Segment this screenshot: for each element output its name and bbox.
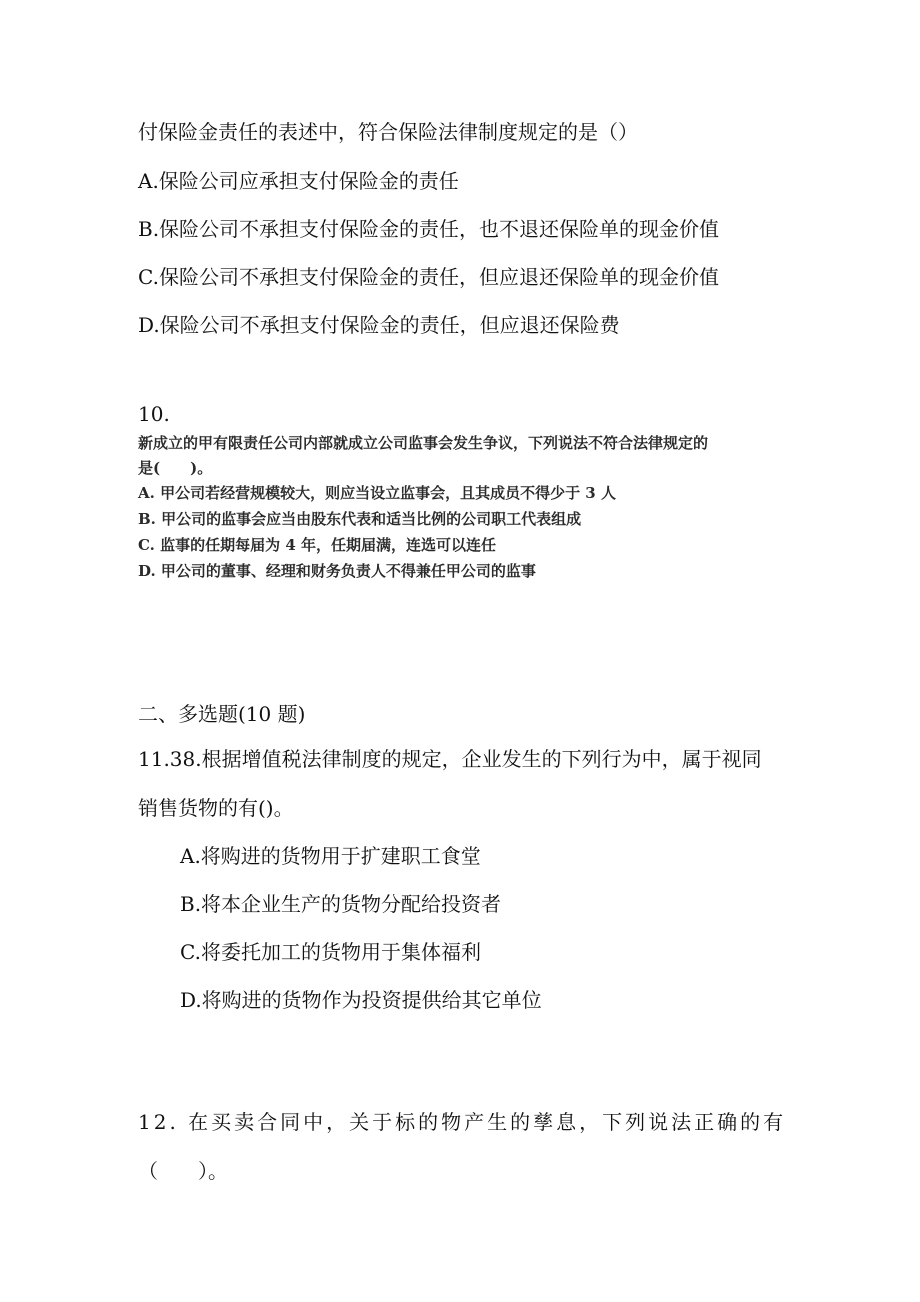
question-11-stem-line-2: 销售货物的有()。 xyxy=(138,796,294,820)
question-11-option-d: D.将购进的货物作为投资提供给其它单位 xyxy=(180,988,542,1012)
question-10-stem-line-2: 是( )。 xyxy=(138,459,213,477)
question-12-stem-line-1: 12. 在买卖合同中，关于标的物产生的孳息，下列说法正确的有 xyxy=(138,1110,787,1134)
question-10-option-c: C. 监事的任期每届为 4 年，任期届满，连选可以连任 xyxy=(138,536,497,554)
question-9-option-b: B.保险公司不承担支付保险金的责任，也不退还保险单的现金价值 xyxy=(138,217,720,241)
question-9-option-d: D.保险公司不承担支付保险金的责任，但应退还保险费 xyxy=(138,313,620,337)
question-11-option-c: C.将委托加工的货物用于集体福利 xyxy=(180,940,481,964)
question-9-option-a: A.保险公司应承担支付保险金的责任 xyxy=(138,169,459,193)
question-10-stem-line-1: 新成立的甲有限责任公司内部就成立公司监事会发生争议，下列说法不符合法律规定的 xyxy=(138,434,709,452)
question-9-option-c: C.保险公司不承担支付保险金的责任，但应退还保险单的现金价值 xyxy=(138,265,719,289)
section-heading: 二、多选题(10 题) xyxy=(138,702,306,726)
question-9-stem: 付保险金责任的表述中，符合保险法律制度规定的是（） xyxy=(138,120,638,144)
question-10-option-a: A. 甲公司若经营规模较大，则应当设立监事会，且其成员不得少于 3 人 xyxy=(138,484,616,502)
question-11-option-b: B.将本企业生产的货物分配给投资者 xyxy=(180,892,502,916)
question-10-option-d: D. 甲公司的董事、经理和财务负责人不得兼任甲公司的监事 xyxy=(138,562,536,580)
question-10-option-b: B. 甲公司的监事会应当由股东代表和适当比例的公司职工代表组成 xyxy=(138,510,582,528)
question-11-stem-line-1: 11.38.根据增值税法律制度的规定，企业发生的下列行为中，属于视同 xyxy=(138,747,762,771)
question-11-option-a: A.将购进的货物用于扩建职工食堂 xyxy=(180,844,481,868)
question-10-number: 10. xyxy=(138,402,170,426)
question-12-stem-line-2: （ ）。 xyxy=(138,1159,228,1183)
